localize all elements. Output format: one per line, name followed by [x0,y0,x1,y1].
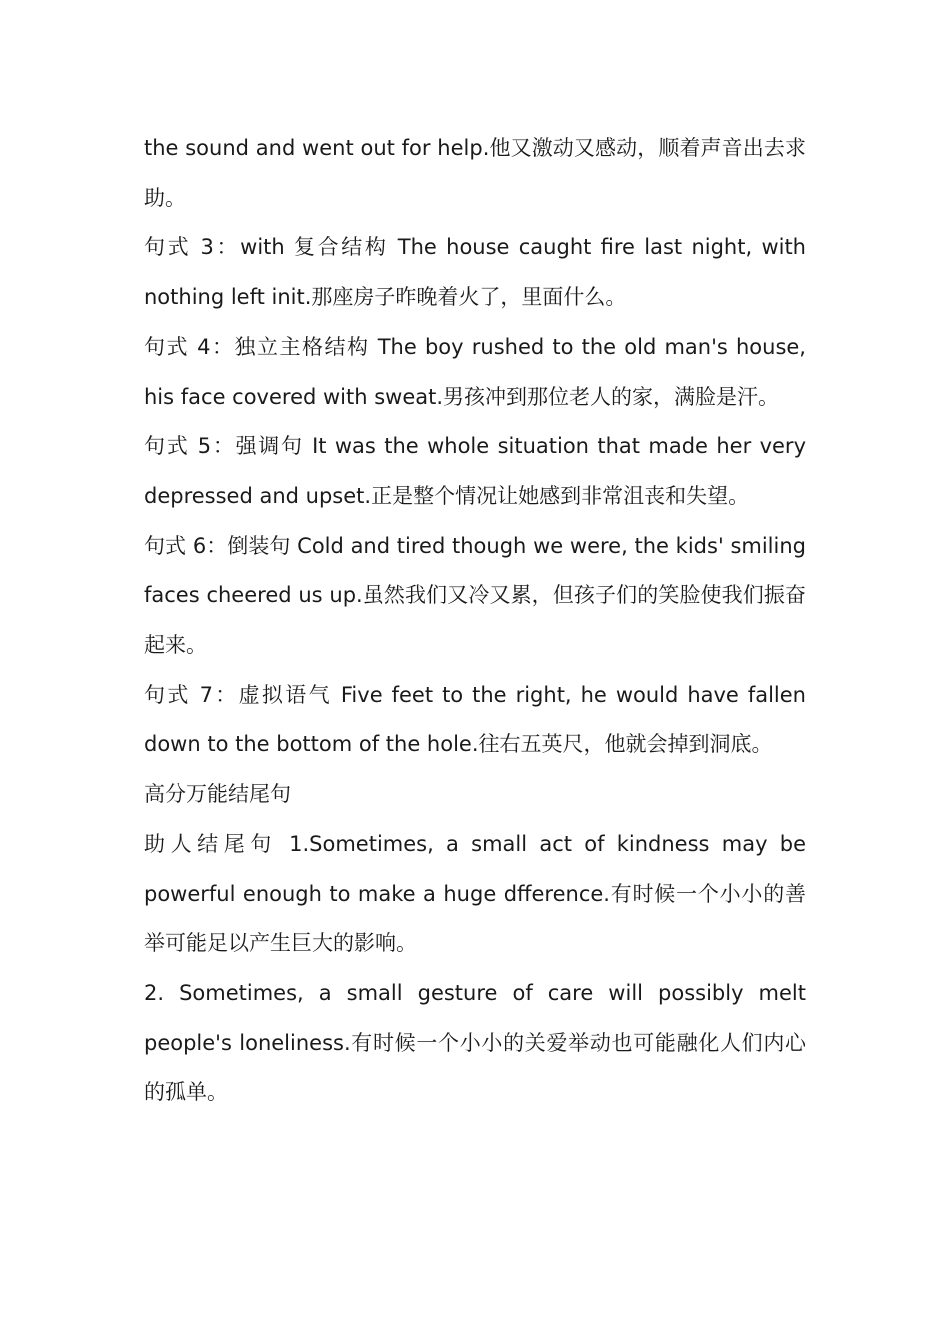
paragraph-sentence-pattern-4: 句式 4：独立主格结构 The boy rushed to the old man's house, his face covered with sweat.男孩冲到那位老人的家，满脸是汗。 [144,334,806,409]
paragraph-ending-sentence-2: 2. Sometimes, a small gesture of care will possibly melt people's loneliness.有时候一个小小的关爱举动也可能融化人们内心的孤单。 [144,980,806,1105]
paragraph-sentence-pattern-6: 句式 6：倒装句 Cold and tired though we were, the kids' smiling faces cheered us up.虽然我们又冷又累，但孩子们的笑脸使我们振奋起来。 [144,533,806,658]
paragraph-sentence-pattern-7: 句式 7：虚拟语气 Five feet to the right, he would have fallen down to the bottom of the hole.往右五英尺，他就会掉到洞底。 [144,682,806,757]
section-heading-ending-sentences: 高分万能结尾句 [144,782,291,807]
paragraph-ending-sentence-1: 助人结尾句 1.Sometimes, a small act of kindness may be powerful enough to make a huge dfference.有时候一个小小的善举可能足以产生巨大的影响。 [144,831,806,956]
document-page [144,124,806,1118]
paragraph-sentence-2-continued: the sound and went out for help.他又激动又感动，顺着声音出去求助。 [144,136,806,210]
paragraph-sentence-pattern-5: 句式 5：强调句 It was the whole situation that made her very depressed and upset.正是整个情况让她感到非常沮丧和失望。 [144,434,806,508]
paragraph-sentence-pattern-3: 句式 3：with 复合结构 The house caught fire last night, with nothing left init.那座房子昨晚着火了，里面什么。 [144,235,806,310]
